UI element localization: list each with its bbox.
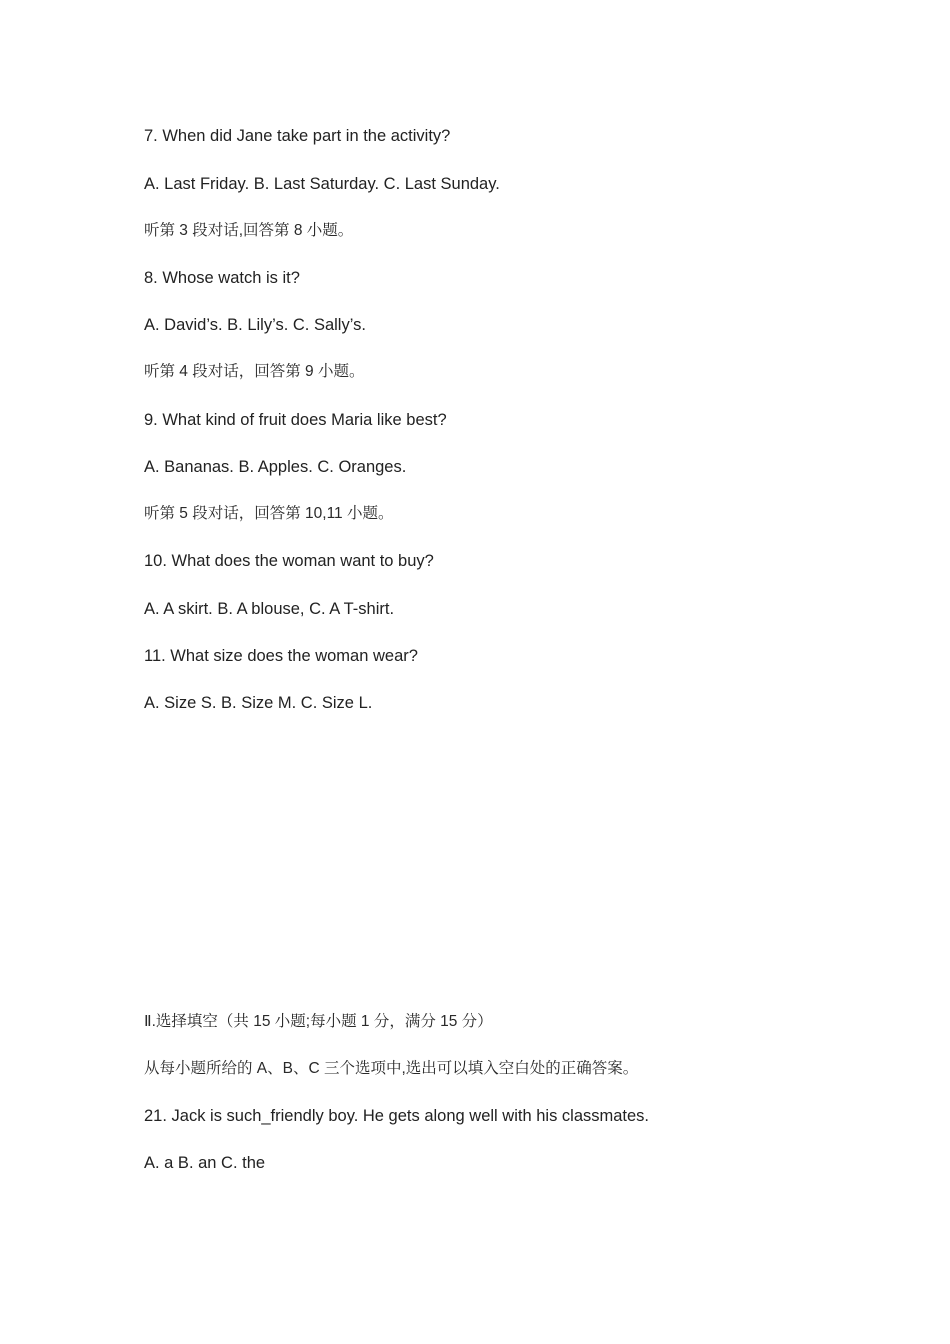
section-2-instruction: 从每小题所给的 A、B、C 三个选项中,选出可以填入空白处的正确答案。 bbox=[144, 1060, 639, 1077]
question-7-options: A. Last Friday. B. Last Saturday. C. Last Sunday. bbox=[144, 175, 500, 193]
question-10: 10. What does the woman want to buy? bbox=[144, 552, 434, 570]
question-7: 7. When did Jane take part in the activity? bbox=[144, 127, 451, 145]
dialogue-5-instruction: 听第 5 段对话，回答第 10,11 小题。 bbox=[144, 505, 394, 522]
question-8-options: A. David’s. B. Lily’s. C. Sally’s. bbox=[144, 316, 366, 334]
question-21: 21. Jack is such_friendly boy. He gets along well with his classmates. bbox=[144, 1107, 650, 1125]
question-10-options: A. A skirt. B. A blouse, C. A T-shirt. bbox=[144, 600, 395, 618]
question-9-options: A. Bananas. B. Apples. C. Oranges. bbox=[144, 458, 407, 476]
question-8: 8. Whose watch is it? bbox=[144, 269, 300, 287]
dialogue-3-instruction: 听第 3 段对话,回答第 8 小题。 bbox=[144, 222, 354, 239]
section-2-heading: Ⅱ.选择填空（共 15 小题;每小题 1 分，满分 15 分） bbox=[144, 1013, 493, 1030]
question-21-options: A. a B. an C. the bbox=[144, 1154, 266, 1172]
question-11-options: A. Size S. B. Size M. C. Size L. bbox=[144, 694, 373, 712]
question-11: 11. What size does the woman wear? bbox=[144, 647, 418, 665]
dialogue-4-instruction: 听第 4 段对话，回答第 9 小题。 bbox=[144, 363, 365, 380]
question-9: 9. What kind of fruit does Maria like best? bbox=[144, 411, 447, 429]
